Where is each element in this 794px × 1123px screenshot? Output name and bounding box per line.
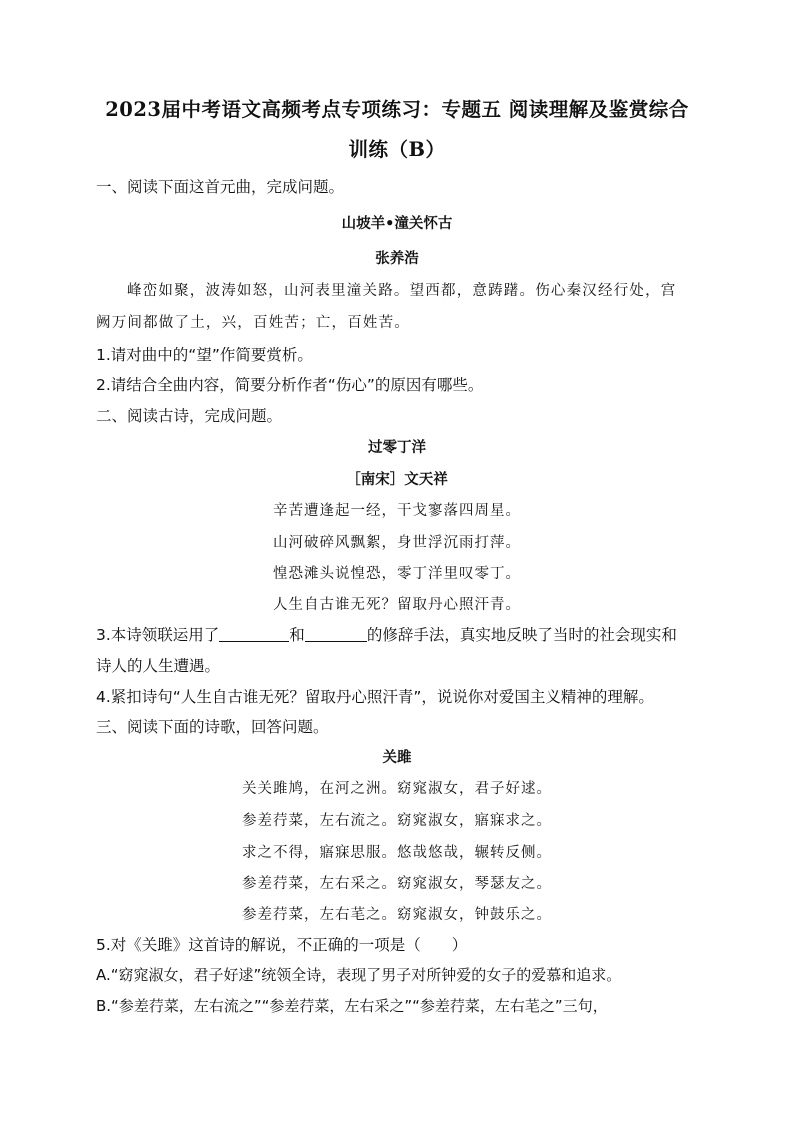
question-4: 4.紧扣诗句“人生自古谁无死？留取丹心照汗青”，说说你对爱国主义精神的理解。 <box>96 688 654 706</box>
poem-line: 求之不得，寤寐思服。悠哉悠哉，辗转反侧。 <box>242 845 552 861</box>
section2-heading: 二、阅读古诗，完成问题。 <box>96 407 283 425</box>
section1-text-line1: 峰峦如聚，波涛如怒，山河表里潼关路。望西都，意踌躇。伤心秦汉经行处，宫 <box>127 283 677 299</box>
question-1: 1.请对曲中的“望”作简要赏析。 <box>96 346 313 364</box>
section2-author: ［南宋］文天祥 <box>346 471 448 488</box>
section3-poem-title: 关雎 <box>382 749 412 766</box>
question-2: 2.请结合全曲内容，简要分析作者“伤心”的原因有哪些。 <box>96 376 484 394</box>
section1-text-line2: 阙万间都做了土，兴，百姓苦；亡，百姓苦。 <box>96 315 410 331</box>
poem-line: 山河破碎风飘絮，身世浮沉雨打萍。 <box>273 535 521 551</box>
poem-line: 人生自古谁无死？留取丹心照汗青。 <box>273 597 521 613</box>
question-3-text: 和 <box>289 626 305 644</box>
poem-line: 参差荇菜，左右芼之。窈窕淑女，钟鼓乐之。 <box>242 907 552 923</box>
answer-blank[interactable] <box>305 625 367 642</box>
poem-line: 参差荇菜，左右流之。窈窕淑女，寤寐求之。 <box>242 813 552 829</box>
poem-line: 辛苦遭逢起一经，干戈寥落四周星。 <box>273 503 521 519</box>
option-a: A.“窈窕淑女，君子好逑”统领全诗，表现了男子对所钟爱的女子的爱慕和追求。 <box>96 966 622 984</box>
question-3-continuation: 诗人的人生遭遇。 <box>96 657 221 675</box>
section1-poem-title: 山坡羊•潼关怀古 <box>341 215 453 232</box>
poem-line: 参差荇菜，左右采之。窈窕淑女，琴瑟友之。 <box>242 876 552 892</box>
section1-author: 张养浩 <box>375 250 419 267</box>
question-5: 5.对《关雎》这首诗的解说，不正确的一项是（ ） <box>96 936 468 954</box>
section1-heading: 一、阅读下面这首元曲，完成问题。 <box>96 178 345 196</box>
question-3-text: 的修辞手法，真实地反映了当时的社会现实和 <box>366 626 677 644</box>
answer-blank[interactable] <box>219 625 289 642</box>
poem-line: 惶恐滩头说惶恐，零丁洋里叹零丁。 <box>273 566 521 582</box>
poem-line: 关关雎鸠，在河之洲。窈窕淑女，君子好逑。 <box>242 781 552 797</box>
section2-poem-title: 过零丁洋 <box>368 439 426 456</box>
question-3 <box>96 623 677 645</box>
option-b: B.“参差荇菜，左右流之”“参差荇菜，左右采之”“参差荇菜，左右芼之”三句， <box>96 997 608 1015</box>
section3-heading: 三、阅读下面的诗歌，回答问题。 <box>96 718 329 736</box>
document-title: 2023届中考语文高频考点专项练习：专题五 阅读理解及鉴赏综合训练（B） <box>105 98 689 161</box>
question-3-text: 3.本诗领联运用了 <box>96 626 220 644</box>
